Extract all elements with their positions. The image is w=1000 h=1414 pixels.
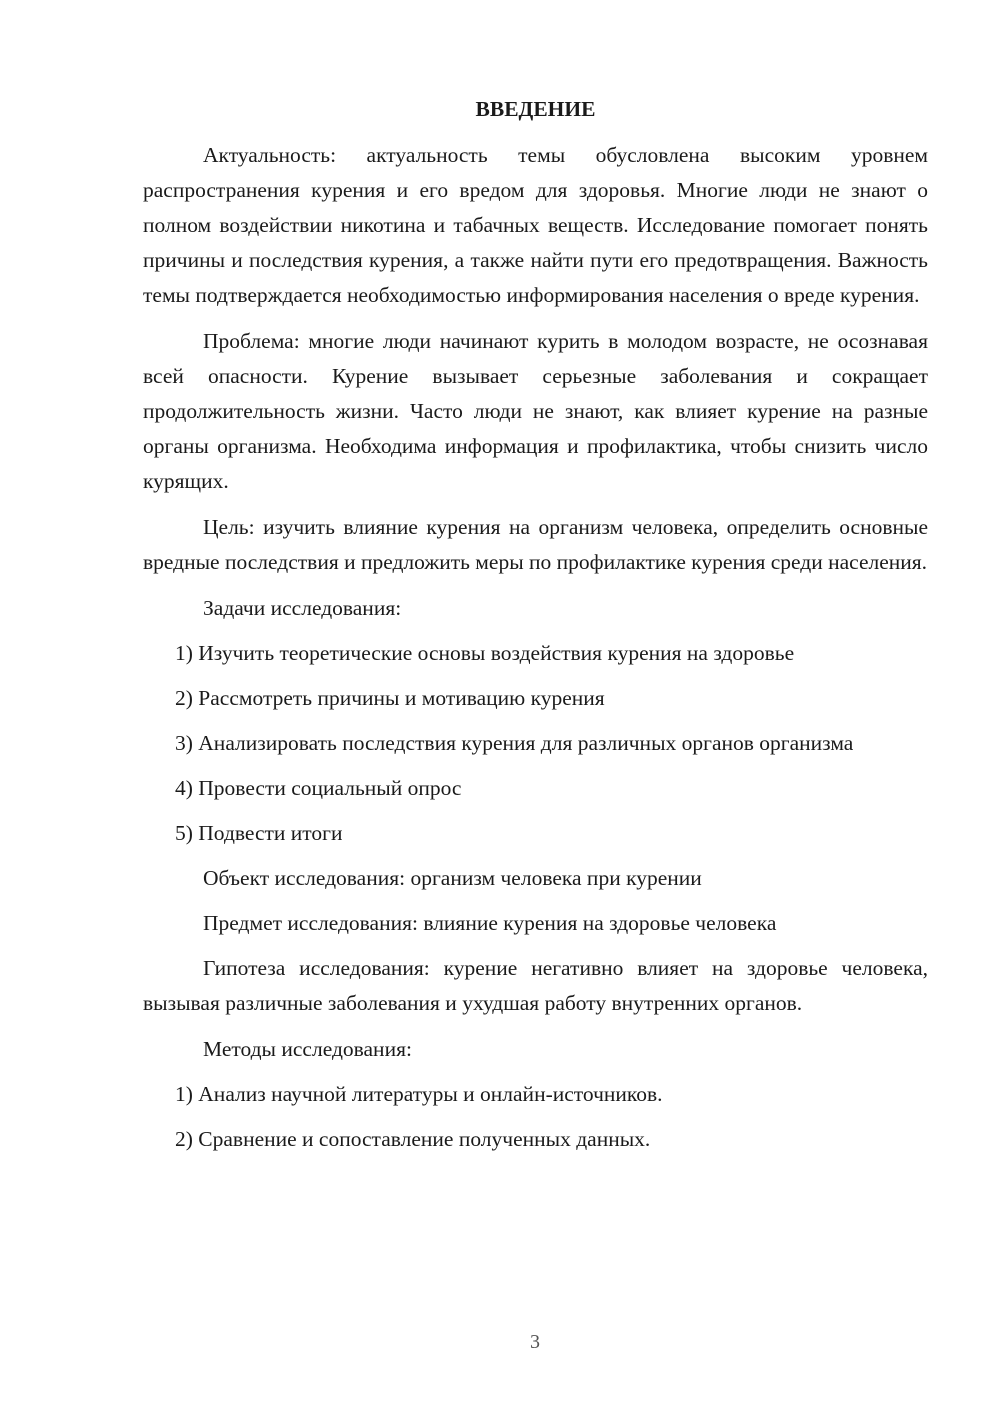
section-title: ВВЕДЕНИЕ [475,97,596,121]
hypothesis-paragraph: Гипотеза исследования: курение негативно влияет на здоровье человека, вызывая различные заболевания и ухудшая работу внутренних органов. [143,956,928,1015]
method-item: 2) Сравнение и сопоставление полученных данных. [175,1127,651,1151]
object-line: Объект исследования: организм человека при курении [203,866,702,890]
method-item: 1) Анализ научной литературы и онлайн-источников. [175,1082,663,1106]
tasks-heading: Задачи исследования: [203,596,402,620]
task-item: 4) Провести социальный опрос [175,776,462,800]
problem-paragraph: Проблема: многие люди начинают курить в молодом возрасте, не осознавая всей опасности. Курение вызывает серьезные заболевания и сокращает продолжительность жизни. Часто люди не знают, как влияет курение на разные органы организма. Необходима информация и профилактика, чтобы снизить число курящих. [143,329,928,493]
page-number: 3 [530,1331,540,1353]
methods-heading: Методы исследования: [203,1037,412,1061]
relevance-paragraph: Актуальность: актуальность темы обусловлена высоким уровнем распространения курения и его вредом для здоровья. Многие люди не знают о полном воздействии никотина и табачных веществ. Исследование помогает понять причины и последствия курения, а также найти пути его предотвращения. Важность темы подтверждается необходимостью информирования населения о вреде курения. [143,143,928,307]
goal-paragraph: Цель: изучить влияние курения на организм человека, определить основные вредные последствия и предложить меры по профилактике курения среди населения. [143,515,928,574]
subject-line: Предмет исследования: влияние курения на здоровье человека [203,911,777,935]
task-item: 3) Анализировать последствия курения для различных органов организма [175,731,854,755]
task-item: 2) Рассмотреть причины и мотивацию курения [175,686,605,710]
task-item: 5) Подвести итоги [175,821,343,845]
task-item: 1) Изучить теоретические основы воздействия курения на здоровье [175,641,795,665]
document-page [143,92,928,1167]
